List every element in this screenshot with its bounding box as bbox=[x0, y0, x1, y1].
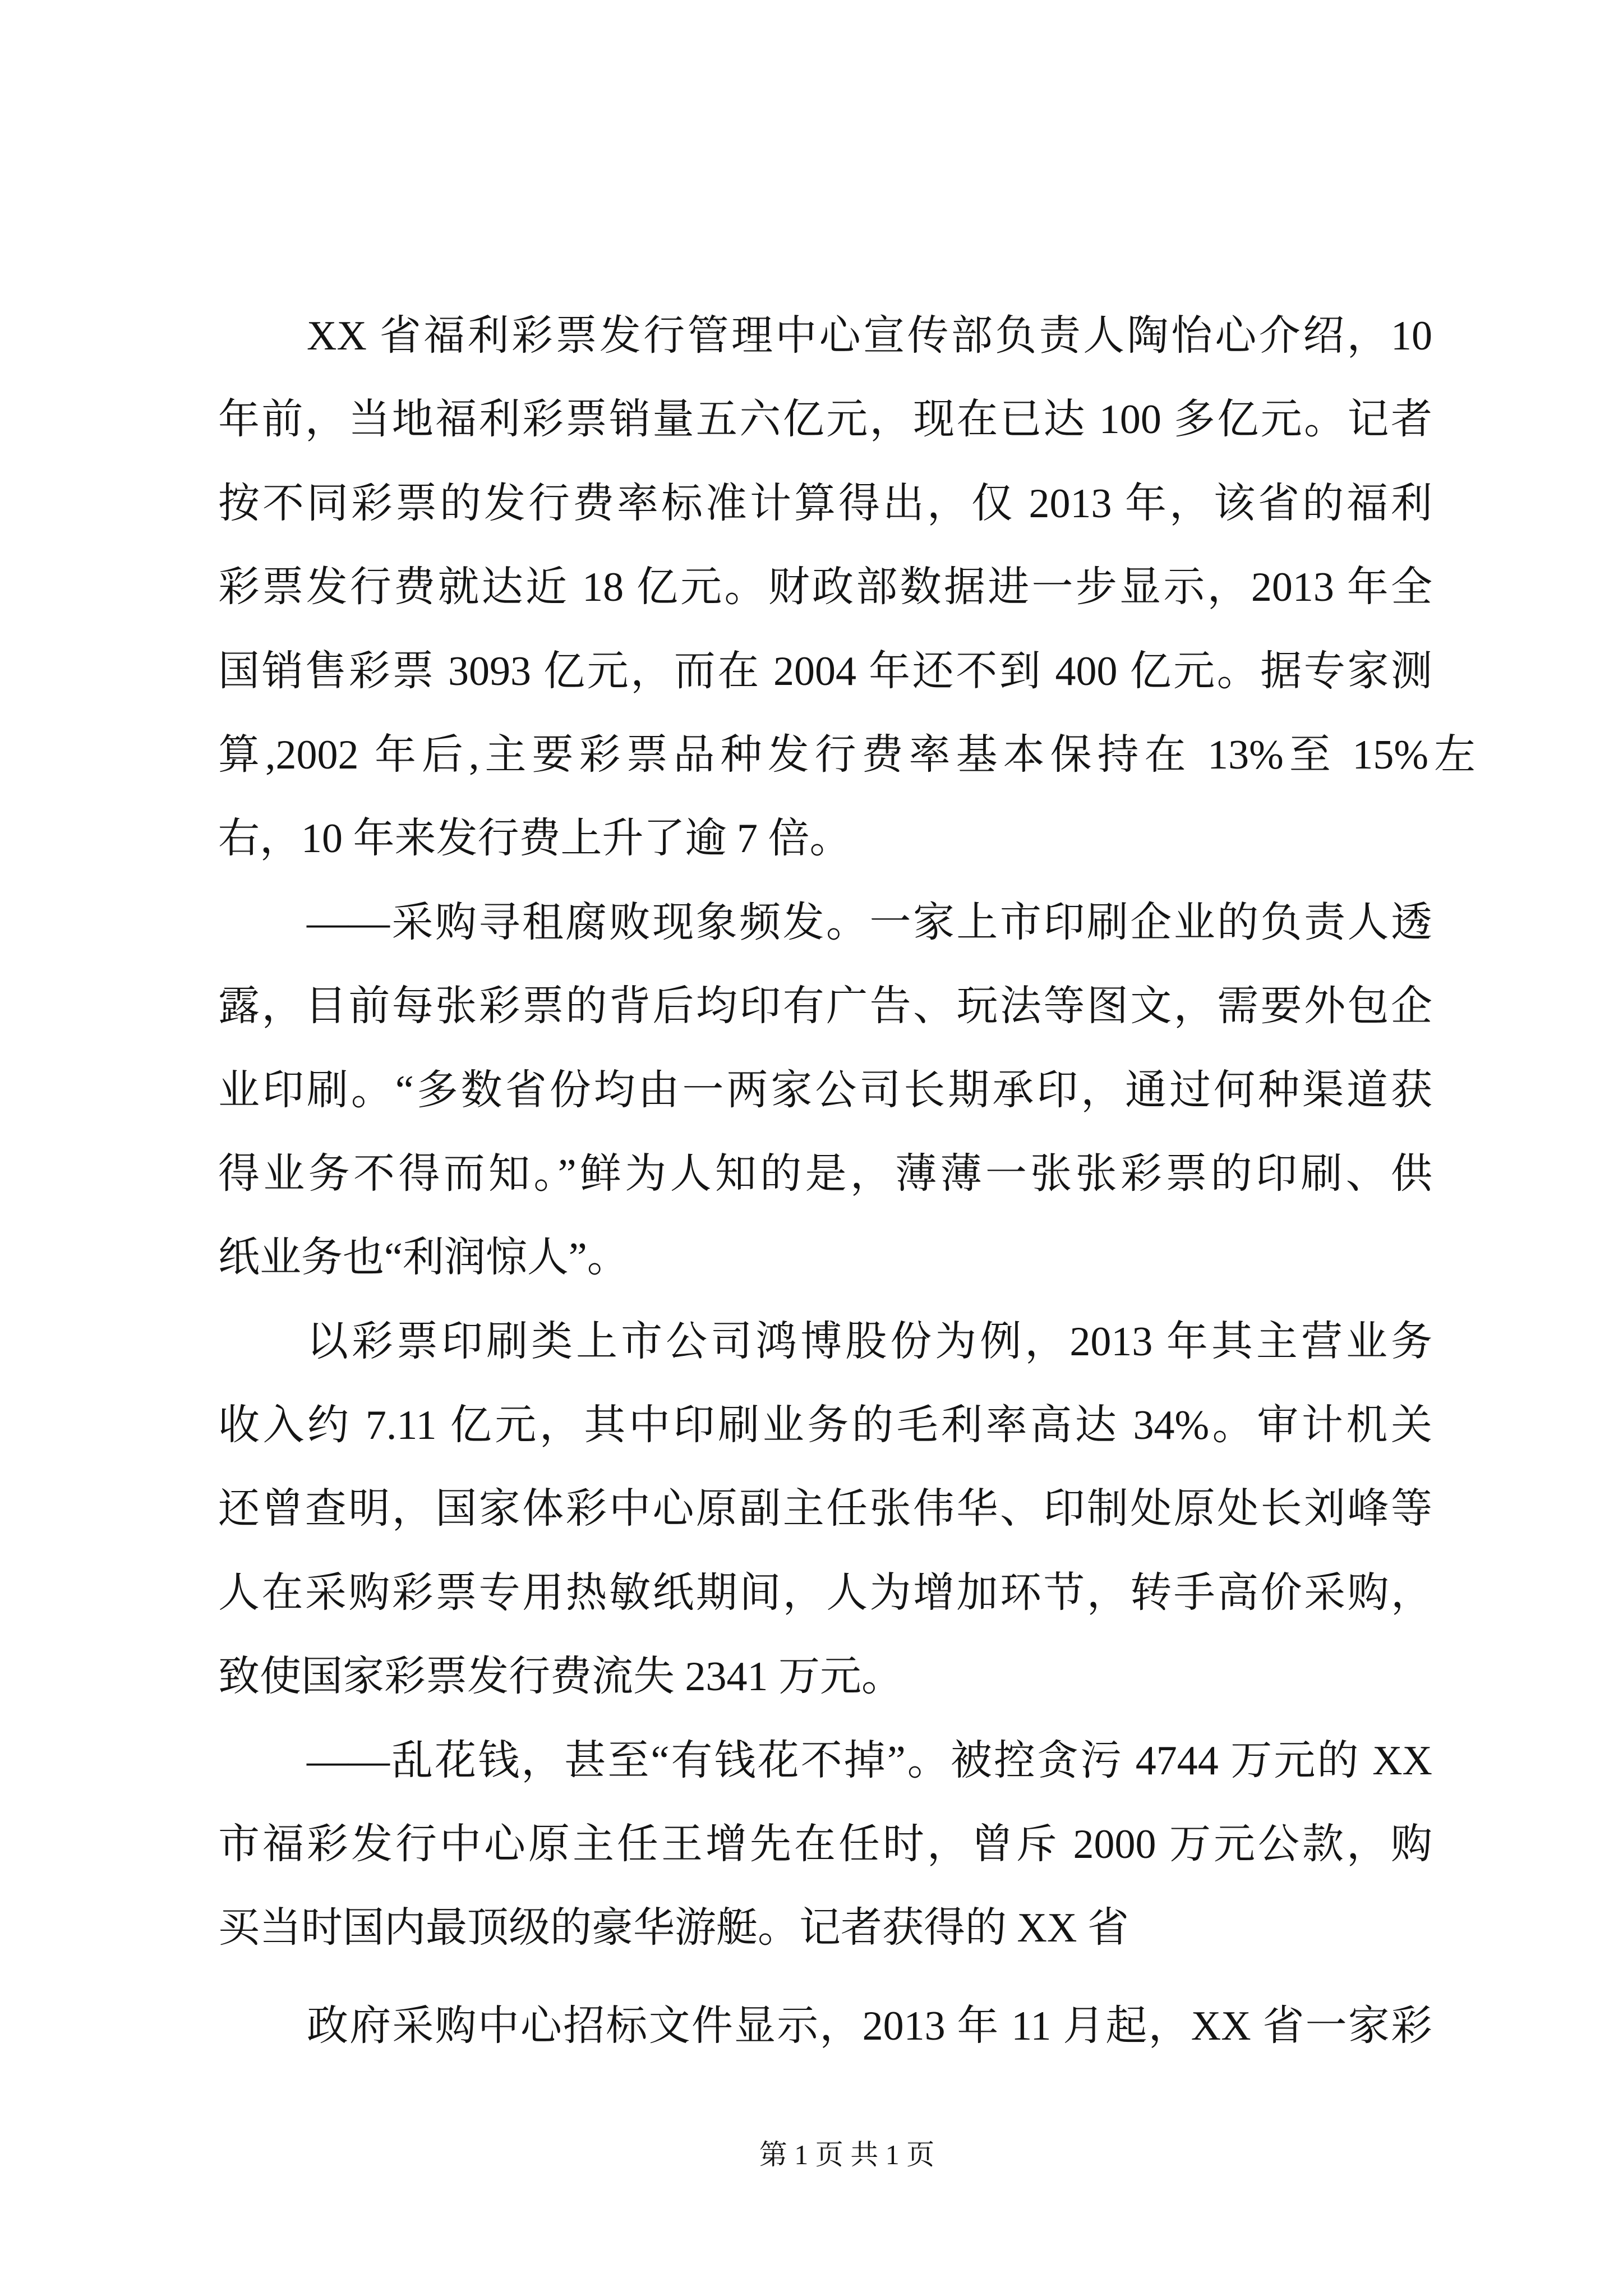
body-text-line: 以彩票印刷类上市公司鸿博股份为例，2013 年其主营业务 bbox=[307, 1318, 1432, 1365]
body-text-line: 露，目前每张彩票的背后均印有广告、玩法等图文，需要外包企 bbox=[218, 983, 1432, 1030]
body-text-line: 得业务不得而知。”鲜为人知的是，薄薄一张张彩票的印刷、供 bbox=[218, 1151, 1432, 1197]
body-text-line: 还曾查明，国家体彩中心原副主任张伟华、印制处原处长刘峰等 bbox=[218, 1486, 1432, 1533]
body-text-line: 年前，当地福利彩票销量五六亿元，现在已达 100 多亿元。记者 bbox=[218, 397, 1432, 443]
body-text-line: 政府采购中心招标文件显示，2013 年 11 月起，XX 省一家彩 bbox=[307, 2003, 1432, 2049]
body-text-line: ——采购寻租腐败现象频发。一家上市印刷企业的负责人透 bbox=[307, 899, 1432, 946]
paragraph bbox=[218, 1300, 1476, 1719]
body-text-line: 收入约 7.11 亿元，其中印刷业务的毛利率高达 34%。审计机关 bbox=[218, 1402, 1432, 1449]
body-text-line: 业印刷。“多数省份均由一两家公司长期承印，通过何种渠道获 bbox=[218, 1067, 1432, 1114]
body-text-line: 纸业务也“利润惊人”。 bbox=[218, 1235, 629, 1281]
paragraph bbox=[218, 1719, 1476, 1971]
body-text-line: 致使国家彩票发行费流失 2341 万元。 bbox=[218, 1654, 903, 1700]
body-text-line: 买当时国内最顶级的豪华游艇。记者获得的 XX 省 bbox=[218, 1905, 1129, 1952]
body-text-line: 按不同彩票的发行费率标准计算得出，仅 2013 年，该省的福利 bbox=[218, 480, 1432, 527]
body-text-line: 算,2002 年后,主要彩票品种发行费率基本保持在 13%至 15%左 bbox=[218, 731, 1476, 778]
body-text-line: ——乱花钱，甚至“有钱花不掉”。被控贪污 4744 万元的 XX bbox=[307, 1737, 1432, 1784]
body-text-line: 彩票发行费就达近 18 亿元。财政部数据进一步显示，2013 年全 bbox=[218, 564, 1432, 611]
page-footer: 第 1 页 共 1 页 bbox=[759, 2139, 935, 2170]
body-text-line: XX 省福利彩票发行管理中心宣传部负责人陶怡心介绍，10 bbox=[307, 313, 1432, 359]
paragraph bbox=[218, 1985, 1476, 2068]
body-text-line: 市福彩发行中心原主任王增先在任时，曾斥 2000 万元公款，购 bbox=[218, 1821, 1432, 1868]
paragraph bbox=[218, 295, 1476, 881]
body-text-line: 人在采购彩票专用热敏纸期间，人为增加环节，转手高价采购， bbox=[218, 1570, 1432, 1616]
document-body bbox=[218, 295, 1476, 2068]
body-text-line: 国销售彩票 3093 亿元，而在 2004 年还不到 400 亿元。据专家测 bbox=[218, 648, 1432, 694]
body-text-line: 右，10 年来发行费上升了逾 7 倍。 bbox=[218, 816, 851, 862]
paragraph bbox=[218, 881, 1476, 1300]
